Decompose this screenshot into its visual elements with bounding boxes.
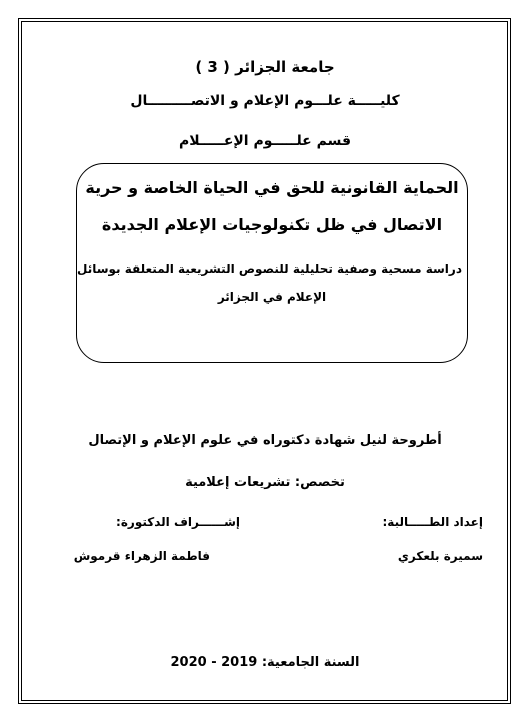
supervisor-label: إشــــــراف الدكتورة: <box>116 515 240 529</box>
degree-statement: أطروحة لنيل شهادة دكتوراه في علوم الإعلام و الإتصال <box>88 433 442 448</box>
thesis-subtitle-line-1: دراسة مسحية وصفية تحليلية للنصوص التشريعية المتعلقة بوسائل <box>76 262 462 276</box>
department-name: قسم علـــــوم الإعـــــلام <box>179 133 351 149</box>
thesis-title-line-1: الحماية القانونية للحق في الحياة الخاصة و حرية <box>85 178 459 197</box>
academic-year: السنة الجامعية: 2019 - 2020 <box>170 655 360 670</box>
prepared-by-label: إعداد الطـــــالبة: <box>382 515 483 529</box>
thesis-title-line-2: الاتصال في ظل تكنولوجيات الإعلام الجديدة <box>101 215 443 234</box>
supervisor-name: فاطمة الزهراء قرموش <box>73 549 210 563</box>
thesis-subtitle-line-2: الإعلام في الجزائر <box>217 290 327 304</box>
university-name: جامعة الجزائر ( 3 ) <box>195 58 335 76</box>
student-name: سميرة بلعكري <box>397 549 483 563</box>
faculty-name: كليـــــة علـــوم الإعلام و الاتصـــــــــال <box>130 93 400 109</box>
specialization: تخصص: تشريعات إعلامية <box>185 475 345 490</box>
